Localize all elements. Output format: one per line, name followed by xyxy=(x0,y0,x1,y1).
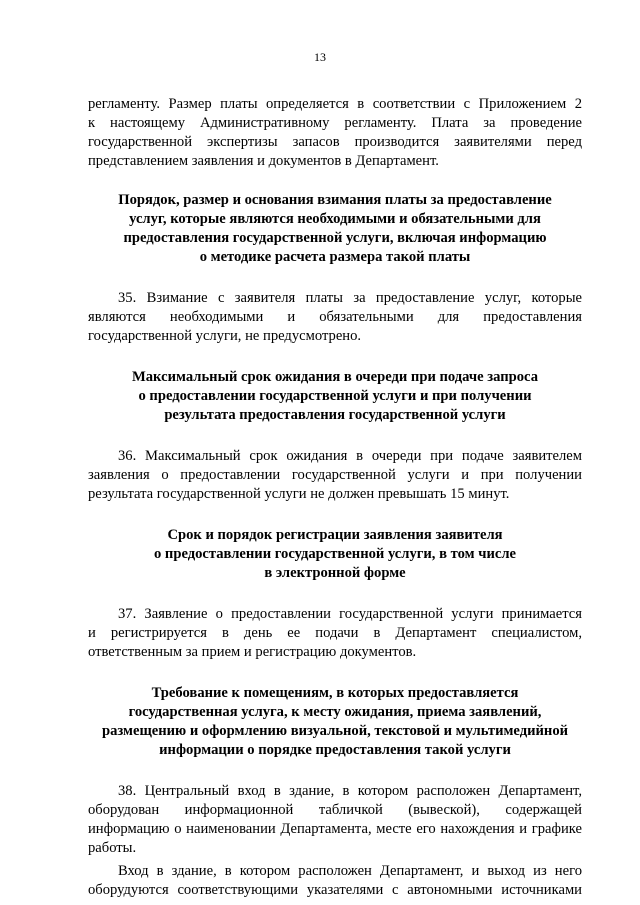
text-line: Вход в здание, в котором расположен Департамент, и выход из него xyxy=(118,863,582,879)
section-heading-premises xyxy=(88,684,582,760)
page-number: 13 xyxy=(314,50,326,64)
text-line: оборудован информационной табличкой (вывеской), содержащей xyxy=(88,802,582,818)
paragraph-fee-continuation xyxy=(88,95,582,171)
heading-line: предоставления государственной услуги, включая информацию xyxy=(123,230,547,246)
paragraph-38-continued xyxy=(88,862,582,900)
paragraph-38 xyxy=(88,782,582,858)
text-line: 37. Заявление о предоставлении государственной услуги принимается xyxy=(118,606,582,622)
section-heading-queue xyxy=(88,368,582,425)
text-line: к настоящему Административному регламенту. Плата за проведение xyxy=(88,115,582,131)
heading-line: Порядок, размер и основания взимания платы за предоставление xyxy=(118,192,552,208)
text-line: 35. Взимание с заявителя платы за предоставление услуг, которые xyxy=(118,290,582,306)
paragraph-37 xyxy=(88,605,582,662)
text-line: информацию о наименовании Департамента, месте его нахождения и графике xyxy=(88,821,582,837)
paragraph-35 xyxy=(88,289,582,346)
heading-line: о предоставлении государственной услуги и при получении xyxy=(138,388,532,404)
heading-line: результата предоставления государственной услуги xyxy=(164,407,506,423)
text-line: регламенту. Размер платы определяется в соответствии с Приложением 2 xyxy=(88,96,582,112)
heading-line: государственная услуга, к месту ожидания, приема заявлений, xyxy=(128,704,542,720)
heading-line: в электронной форме xyxy=(264,565,406,581)
page-content xyxy=(88,95,582,900)
section-heading-registration xyxy=(88,526,582,583)
heading-line: информации о порядке предоставления такой услуги xyxy=(159,742,511,758)
text-line: заявления о предоставлении государственной услуги и при получении xyxy=(88,467,582,483)
text-line: оборудуются соответствующими указателями с автономными источниками xyxy=(88,882,582,898)
text-line: являются необходимыми и обязательными для предоставления xyxy=(88,309,582,325)
heading-line: Требование к помещениям, в которых предоставляется xyxy=(151,685,519,701)
heading-line: размещению и оформлению визуальной, текстовой и мультимедийной xyxy=(101,723,569,739)
heading-line: о методике расчета размера такой платы xyxy=(199,249,471,265)
text-line: 36. Максимальный срок ожидания в очереди при подаче заявителем xyxy=(118,448,582,464)
heading-line: Максимальный срок ожидания в очереди при подаче запроса xyxy=(131,369,538,385)
text-line: представлением заявления и документов в Департамент. xyxy=(88,153,439,169)
section-heading-fees xyxy=(88,191,582,267)
text-line: и регистрируется в день ее подачи в Департамент специалистом, xyxy=(88,625,582,641)
text-line: государственной услуги, не предусмотрено. xyxy=(88,328,362,344)
text-line: 38. Центральный вход в здание, в котором расположен Департамент, xyxy=(118,783,582,799)
heading-line: Срок и порядок регистрации заявления заявителя xyxy=(167,527,503,543)
paragraph-36 xyxy=(88,447,582,504)
text-line: результата государственной услуги не должен превышать 15 минут. xyxy=(88,486,510,502)
text-line: работы. xyxy=(88,840,137,856)
text-line: ответственным за прием и регистрацию документов. xyxy=(88,644,417,660)
heading-line: услуг, которые являются необходимыми и обязательными для xyxy=(129,211,541,227)
heading-line: о предоставлении государственной услуги, в том числе xyxy=(153,546,516,562)
text-line: государственной экспертизы запасов производится заявителями перед xyxy=(88,134,582,150)
